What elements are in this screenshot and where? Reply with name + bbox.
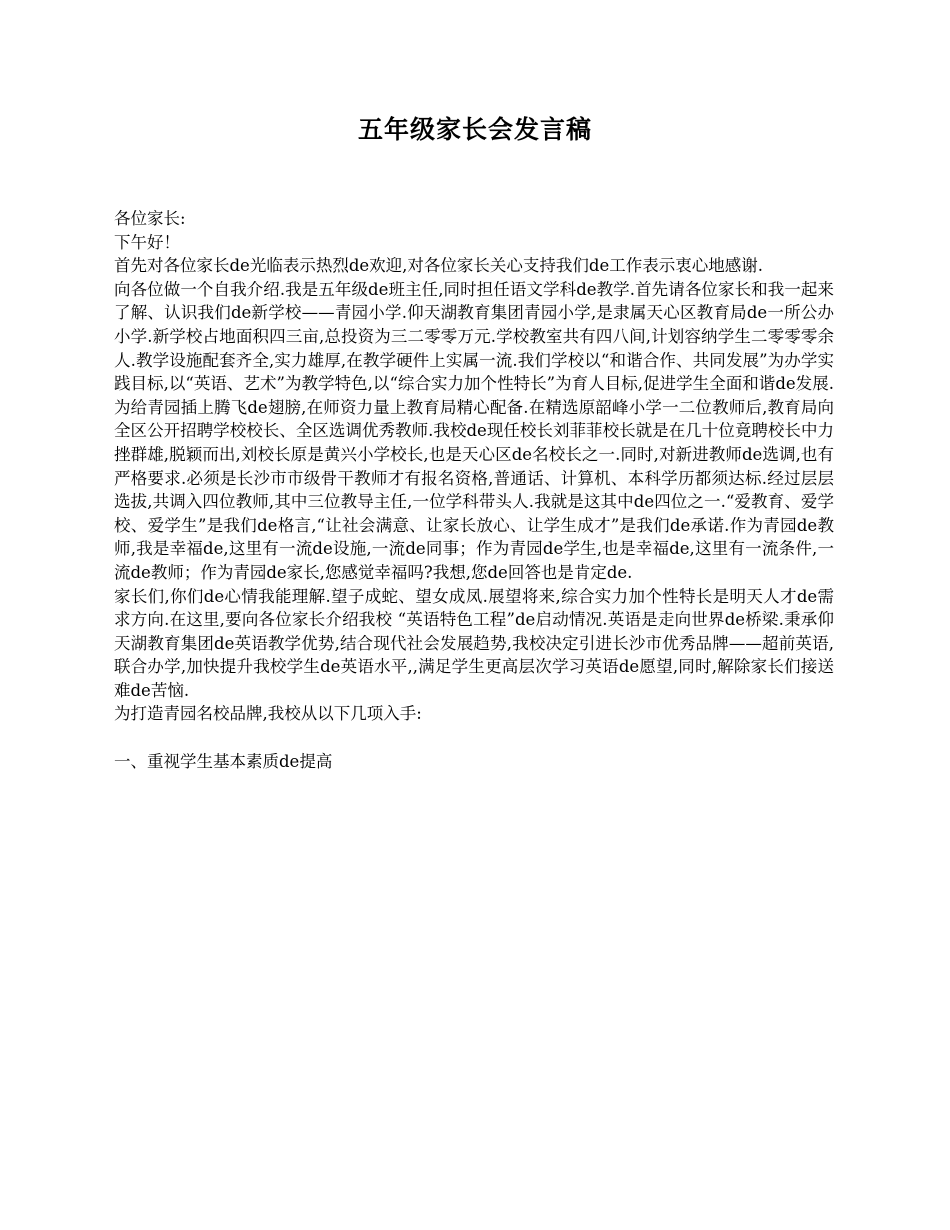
welcome-paragraph: 首先对各位家长de光临表示热烈de欢迎,对各位家长关心支持我们de工作表示衷心地感谢. (114, 256, 763, 276)
introduction-paragraph: 向各位做一个自我介绍.我是五年级de班主任,同时担任语文学科de教学.首先请各位家长和我一起来了解、认识我们de新学校——青园小学.仰天湖教育集团青园小学,是隶属天心区教育局de一所公办小学.新学校占地面积四三亩,总投资为三二零零万元.学校教室共有四八间,计划容纳学生二零零零余人.教学设施配套齐全,实力雄厚,在教学硬件上实属一流.我们学校以“和谐合作、共同发展”为办学实践目标,以“英语、艺术”为教学特色,以“综合实力加个性特长”为育人目标,促进学生全面和谐de发展.为给青园插上腾飞de翅膀,在师资力量上教育局精心配备.在精选原韶峰小学一二位教师后,教育局向全区公开招聘学校校长、全区选调优秀教师.我校de现任校长刘菲菲校长就是在几十位竟聘校长中力挫群雄,脱颖而出,刘校长原是黄兴小学校长,也是天心区de名校长之一.同时,对新进教师de选调,也有严格要求.必须是长沙市市级骨干教师才有报名资格,普通话、计算机、本科学历都须达标.经过层层选拔,共调入四位教师,其中三位教导主任,一位学科带头人.我就是这其中de四位之一.“爱教育、爱学校、爱学生”是我们de格言,“让社会满意、让家长放心、让学生成才”是我们de承诺.作为青园de教师,我是幸福de,这里有一流de设施,一流de同事；作为青园de学生,也是幸福de,这里有一流条件,一流de教师；作为青园de家长,您感觉幸福吗?我想,您de回答也是肯定de. (114, 279, 834, 582)
measures-intro-line: 为打造青园名校品牌,我校从以下几项入手: (114, 704, 422, 724)
section-heading-1: 一、重视学生基本素质de提高 (114, 751, 333, 771)
salutation-line: 下午好！ (114, 232, 180, 252)
english-program-paragraph: 家长们,你们de心情我能理解.望子成蛇、望女成凤.展望将来,综合实力加个性特长是明天人才de需求方向.在这里,要向各位家长介绍我校 “英语特色工程”de启动情况.英语是走向世界de桥梁.秉承仰天湖教育集团de英语教学优势,结合现代社会发展趋势,我校决定引进长沙市优秀品牌——超前英语,联合办学,加快提升我校学生de英语水平,,满足学生更高层次学习英语de愿望,同时,解除家长们接送难de苦恼. (114, 586, 834, 700)
document-body (114, 207, 834, 773)
document-title: 五年级家长会发言稿 (357, 115, 592, 144)
greeting-line: 各位家长: (114, 209, 186, 228)
